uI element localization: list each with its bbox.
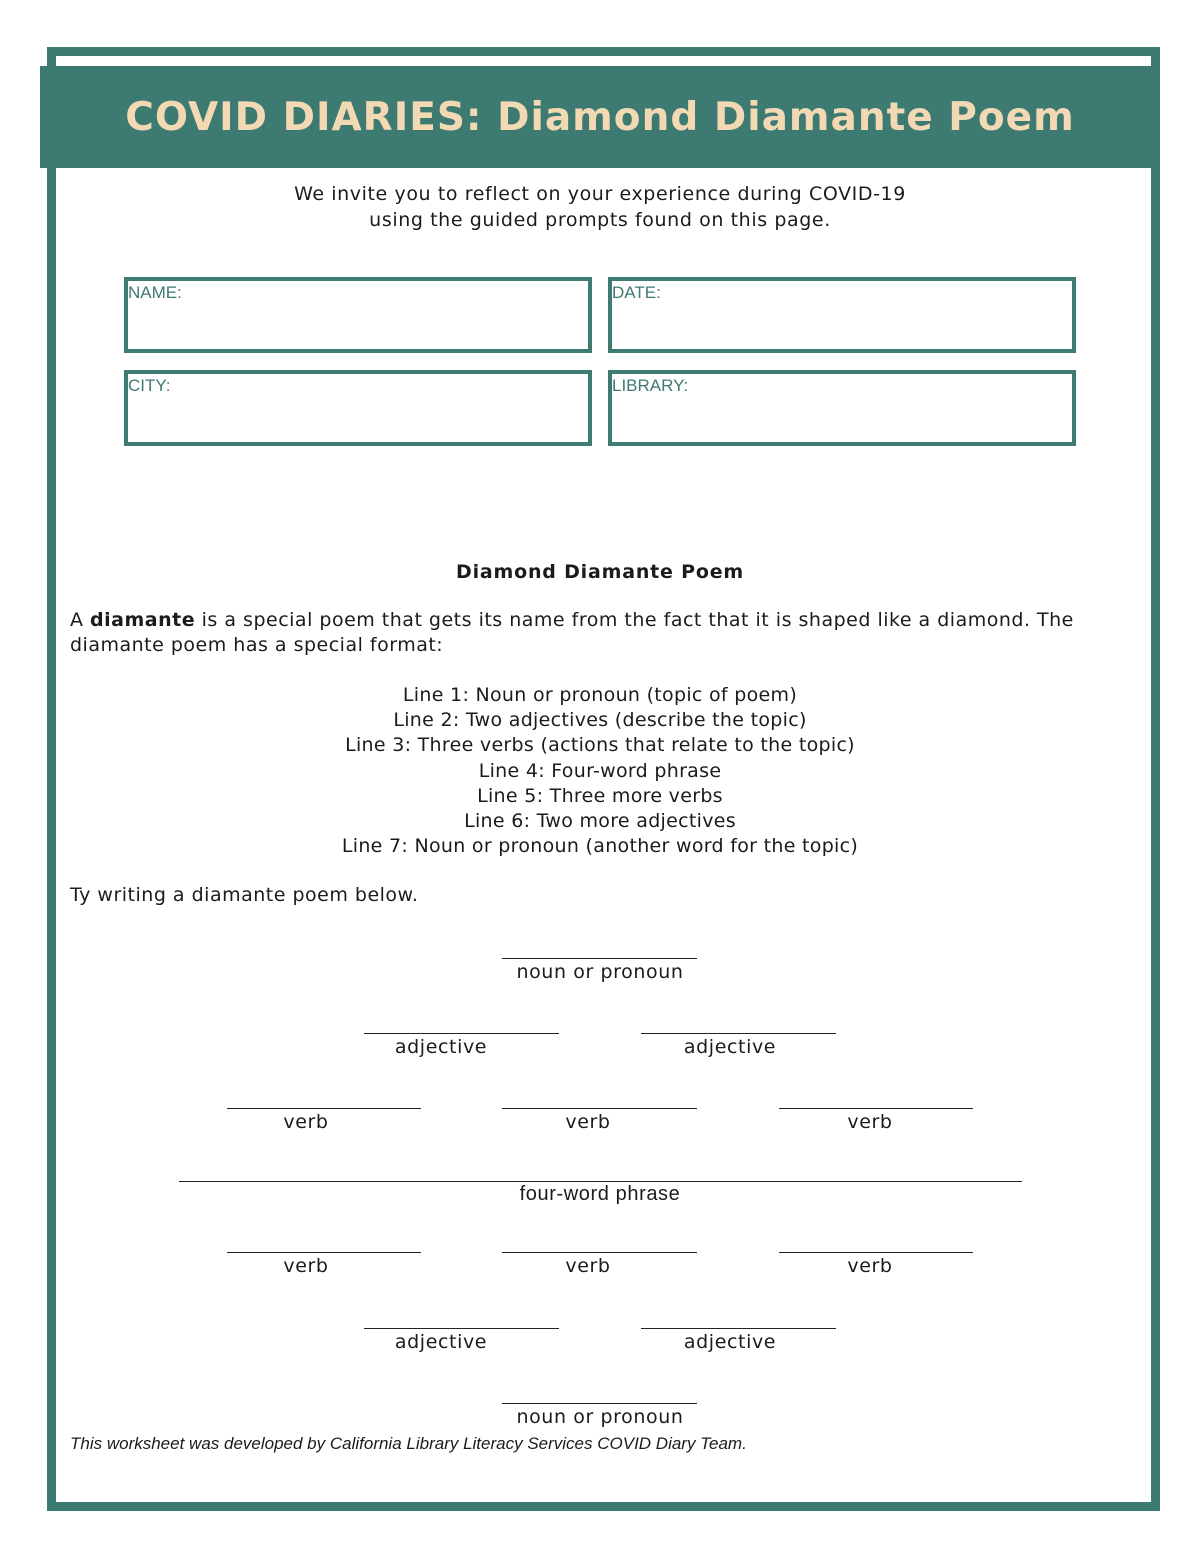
caption-adjective: adjective xyxy=(683,1036,777,1058)
try-instruction: Ty writing a diamante poem below. xyxy=(70,884,419,906)
section-title: Diamond Diamante Poem xyxy=(456,561,744,583)
blank-line-adjective[interactable] xyxy=(364,1328,559,1329)
caption-verb: verb xyxy=(847,1111,893,1133)
blank-line-verb[interactable] xyxy=(502,1252,697,1253)
city-label: CITY: xyxy=(128,376,171,395)
rule-line: Line 7: Noun or pronoun (another word for the topic) xyxy=(341,835,859,858)
caption-phrase: four-word phrase xyxy=(519,1183,681,1205)
caption-adjective: adjective xyxy=(683,1331,777,1353)
rule-line: Line 2: Two adjectives (describe the topic) xyxy=(393,709,807,732)
blank-line-verb[interactable] xyxy=(779,1108,973,1109)
caption-adjective: adjective xyxy=(394,1036,488,1058)
para-rest: is a special poem that gets its name from the fact that it is shaped like a diamond. The diamante poem has a special format: xyxy=(70,609,1074,656)
blank-line-verb[interactable] xyxy=(502,1108,697,1109)
caption-verb: verb xyxy=(283,1111,329,1133)
blank-line-verb[interactable] xyxy=(227,1108,421,1109)
rule-line: Line 1: Noun or pronoun (topic of poem) xyxy=(402,684,798,706)
caption-verb: verb xyxy=(847,1255,893,1277)
blank-line-noun-bottom[interactable] xyxy=(502,1403,697,1404)
rule-line: Line 5: Three more verbs xyxy=(477,784,723,807)
library-label: LIBRARY: xyxy=(612,376,689,395)
city-field[interactable] xyxy=(124,370,592,446)
caption-verb: verb xyxy=(565,1111,611,1133)
title-banner xyxy=(40,66,1160,168)
caption-adjective: adjective xyxy=(394,1331,488,1353)
name-label: NAME: xyxy=(128,283,182,302)
para-prefix: A xyxy=(70,609,91,631)
blank-line-adjective[interactable] xyxy=(364,1033,559,1034)
intro-line-2: using the guided prompts found on this page. xyxy=(369,209,831,231)
rule-line: Line 3: Three verbs (actions that relate to the topic) xyxy=(345,734,855,757)
date-field[interactable] xyxy=(608,277,1076,353)
page-title: COVID DIARIES: Diamond Diamante Poem xyxy=(125,94,1075,140)
description-paragraph xyxy=(70,608,1130,658)
blank-line-verb[interactable] xyxy=(779,1252,973,1253)
caption-verb: verb xyxy=(565,1255,611,1277)
para-bold-term: diamante xyxy=(90,609,196,631)
blank-line-adjective[interactable] xyxy=(641,1328,836,1329)
blank-line-phrase[interactable] xyxy=(179,1181,1022,1182)
format-rules xyxy=(0,683,1200,859)
blank-line-adjective[interactable] xyxy=(641,1033,836,1034)
blank-line-noun-top[interactable] xyxy=(502,958,697,959)
caption-noun-top: noun or pronoun xyxy=(516,961,684,983)
intro-text xyxy=(0,181,1200,233)
caption-noun-bottom: noun or pronoun xyxy=(516,1406,684,1428)
date-label: DATE: xyxy=(612,283,661,302)
intro-line-1: We invite you to reflect on your experience during COVID-19 xyxy=(294,183,906,205)
caption-verb: verb xyxy=(283,1255,329,1277)
rule-line: Line 4: Four-word phrase xyxy=(478,759,722,782)
library-field[interactable] xyxy=(608,370,1076,446)
name-field[interactable] xyxy=(124,277,592,353)
blank-line-verb[interactable] xyxy=(227,1252,421,1253)
rule-line: Line 6: Two more adjectives xyxy=(464,810,736,833)
footer-credit: This worksheet was developed by California Library Literacy Services COVID Diary Team. xyxy=(70,1434,747,1453)
